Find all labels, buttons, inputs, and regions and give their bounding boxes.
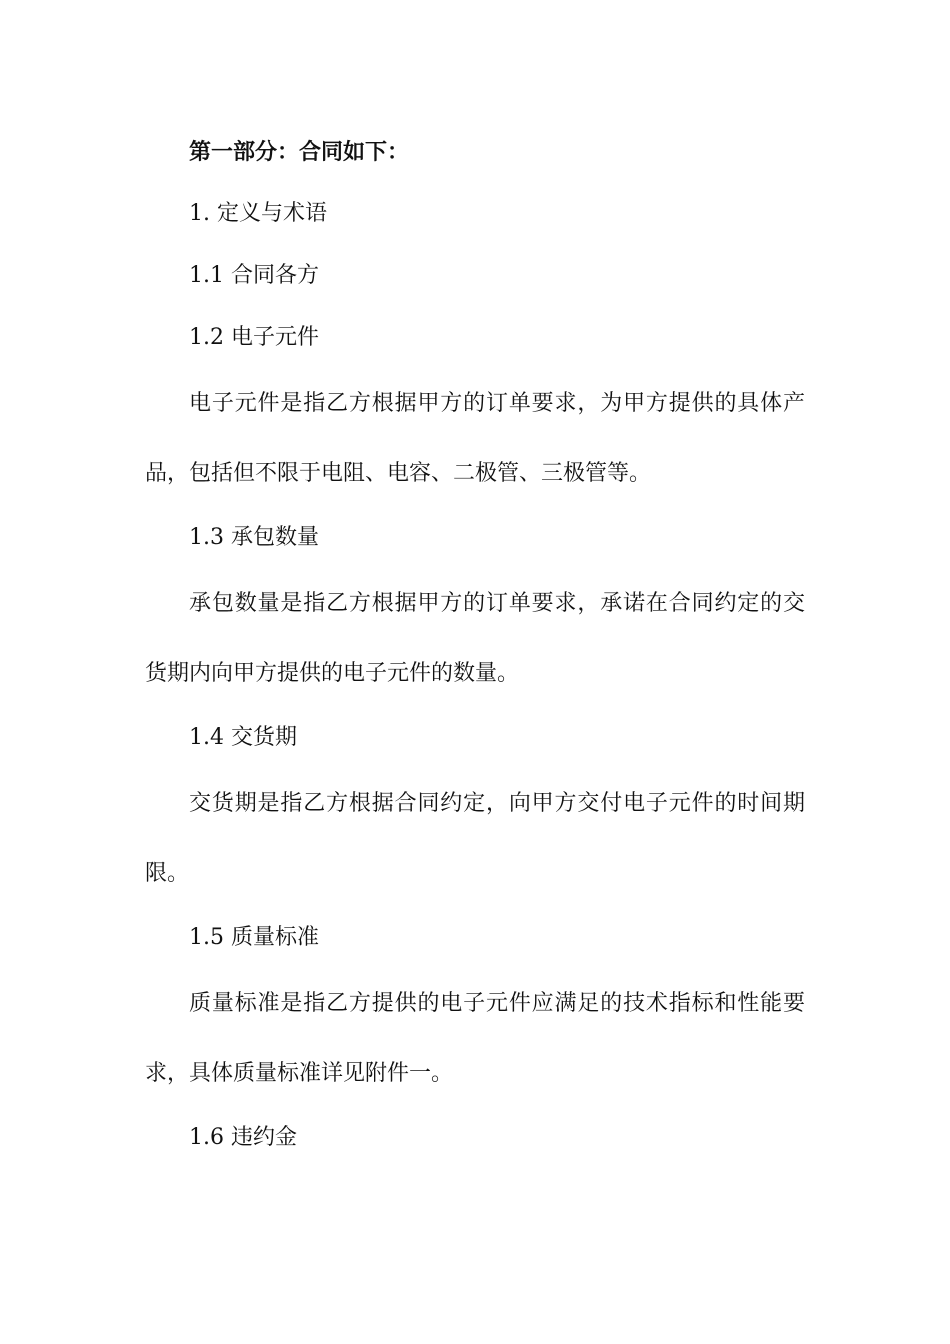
section-title: 1. 定义与术语 <box>189 201 327 226</box>
paragraph-components-line1: 电子元件是指乙方根据甲方的订单要求，为甲方提供的具体产 <box>189 391 805 416</box>
subsection-components: 1.2 电子元件 <box>189 325 319 350</box>
subsection-delivery: 1.4 交货期 <box>189 725 297 750</box>
paragraph-quantity-line2: 货期内向甲方提供的电子元件的数量。 <box>145 661 520 686</box>
subsection-penalty: 1.6 违约金 <box>189 1125 297 1150</box>
paragraph-delivery-line2: 限。 <box>145 861 190 886</box>
part-heading: 第一部分：合同如下： <box>189 139 410 165</box>
paragraph-components-line2: 品，包括但不限于电阻、电容、二极管、三极管等。 <box>145 461 652 486</box>
paragraph-quantity-line1: 承包数量是指乙方根据甲方的订单要求，承诺在合同约定的交 <box>189 591 805 616</box>
subsection-quantity: 1.3 承包数量 <box>189 525 319 550</box>
paragraph-delivery-line1: 交货期是指乙方根据合同约定，向甲方交付电子元件的时间期 <box>189 791 805 816</box>
subsection-parties: 1.1 合同各方 <box>189 263 319 288</box>
paragraph-quality-line2: 求，具体质量标准详见附件一。 <box>145 1061 454 1086</box>
subsection-quality: 1.5 质量标准 <box>189 925 319 950</box>
paragraph-quality-line1: 质量标准是指乙方提供的电子元件应满足的技术指标和性能要 <box>189 991 805 1016</box>
